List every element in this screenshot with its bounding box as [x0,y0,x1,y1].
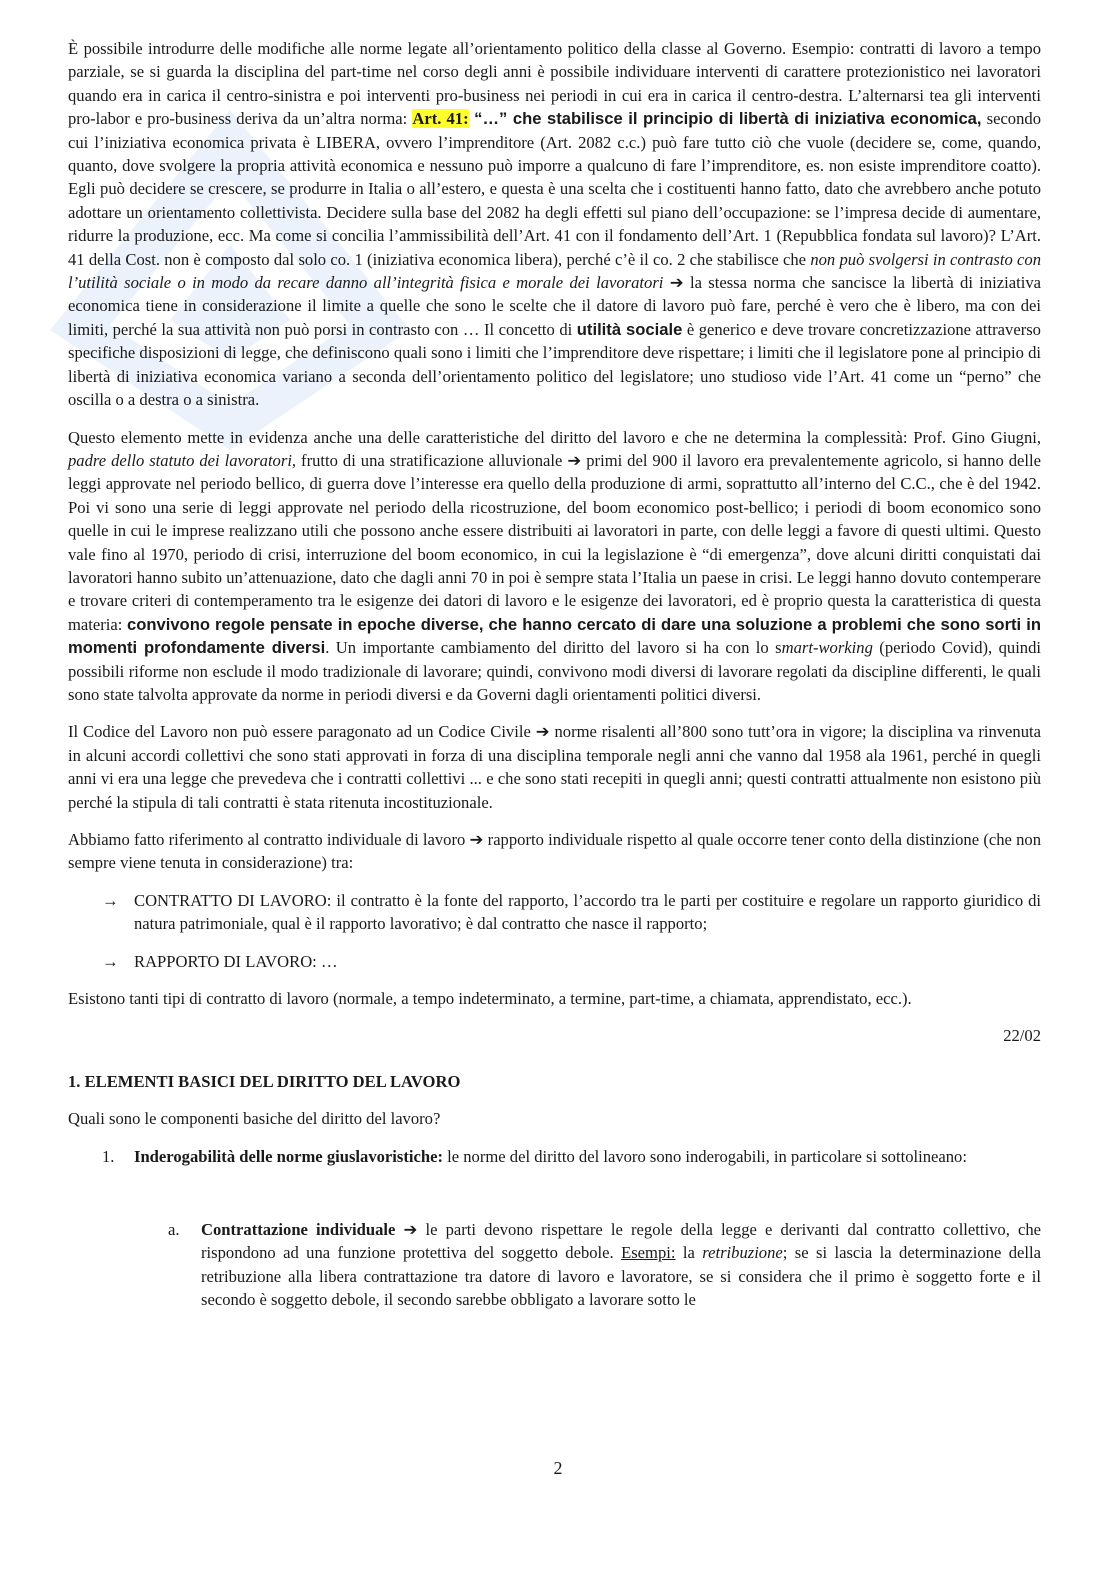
document-body [68,37,1041,1312]
list-item: → CONTRATTO DI LAVORO: il contratto è la fonte del rapporto, l’accordo tra le parti per costituire e regolare un rapporto giuridico di natura patrimoniale, qual è il rapporto lavorativo; è dal contratto che nasce il rapporto; [102,890,1041,934]
sub-item-a: a. Contrattazione individuale ➔ le parti devono rispettare le regole della legge e derivanti dal contratto collettivo, che rispondono ad una funzione protettiva del soggetto debole. Esempi: la retribuzione; se si lascia la determinazione della retribuzione alla libera contrattazione tra datore di lavoro e lavoratore, se si considera che il primo è soggetto forte e il secondo è soggetto debole, il secondo sarebbe obbligato a lavorare sotto le [168,1220,1041,1310]
paragraph-stratificazione: Questo elemento mette in evidenza anche una delle caratteristiche del diritto del lavoro e che ne determina la complessità: Prof. Gino Giugni, padre dello statuto dei lavoratori, frutto di una stratificazione alluvionale ➔ primi del 900 il lavoro era prevalentemente agricolo, si hanno delle leggi approvate nel periodo bellico, di guerra dove l’interesse era quello della produzione di armi, soprattutto all’interno del C.C., che è del 1942. Poi vi sono una serie di leggi approvate nel periodo della ricostruzione, del boom economico post-bellico; i periodi di boom economico sono quelle in cui le imprese realizzano utili che possono anche essere distribuiti ai lavoratori in parte, con delle leggi a favore di questi ultimi. Questo vale fino al 1970, periodo di crisi, interruzione del boom economico, in cui la legislazione è “di emergenza”, dove alcuni diritti conquistati dai lavoratori hanno subito un’attenuazione, dato che dagli anni 70 in poi è sempre stata l’Italia un paese in crisi. Le leggi hanno dovuto contemperare e trovare criteri di contemperamento tra le esigenze dei datori di lavoro e le esigenze dei lavoratori, ed è proprio questa la caratteristica di questa materia: convivono regole pensate in epoche diverse, che hanno cercato di dare una soluzione a problemi che sono sorti in momenti profondamente diversi. Un importante cambiamento del diritto del lavoro si ha con lo smart-working (periodo Covid), quindi possibili riforme non esclude il modo tradizionale di lavorare; quindi, convivono modi diversi di lavorare regolati da discipline differenti, le quali sono state talvolta approvate da norme in periodi diversi e da Governi dagli orientamenti politici diversi. [68,427,1042,704]
paragraph-tipi-contratto: Esistono tanti tipi di contratto di lavoro (normale, a tempo indeterminato, a termine, part-time, a chiamata, apprendistato, ecc.). [68,989,912,1009]
right-arrow-icon: ➔ [469,830,484,849]
numbered-item-1: 1. Inderogabilità delle norme giuslavoristiche: le norme del diritto del lavoro sono inderogabili, in particolare si sottolineano: [102,1146,967,1166]
arrow-bullet-icon: → [102,951,119,971]
highlighted-article-ref: Art. 41: [412,109,469,129]
paragraph-codice-lavoro: Il Codice del Lavoro non può essere paragonato ad un Codice Civile ➔ norme risalenti all’800 sono tutt’ora in vigore; la disciplina va rinvenuta in alcuni accordi collettivi che sono stati approvati in forza di una disciplina temporale negli anni che vanno dal 1958 ala 1961, perché in quegli anni vi era una legge che prevedeva che i contratti collettivi ... e che sono stati recepiti in quegli anni; questi contratti attualmente non esistono più perché la stipula di tali contratti è stata ritenuta incostituzionale. [68,722,1041,812]
page-number: 2 [553,1458,563,1478]
right-arrow-icon: ➔ [669,273,684,293]
right-arrow-icon: ➔ [403,1220,418,1240]
arrow-bullet-icon: → [102,890,119,910]
distinction-list [68,889,1041,973]
right-arrow-icon: ➔ [535,722,550,742]
paragraph-art41: È possibile introdurre delle modifiche alle norme legate all’orientamento politico della classe al Governo. Esempio: contratti di lavoro a tempo parziale, se si guarda la disciplina del part-time nel corso degli anni è possibile individuare interventi di carattere protezionistico nei lavoratori quando era in carica il centro-sinistra e poi interventi pro-business nei periodi in cui era in carica il centro-destra. L’alternarsi tea gli interventi pro-labor e pro-business deriva da un’altra norma: Art. 41: “…” che stabilisce il principio di libertà di iniziativa economica, secondo cui l’iniziativa economica privata è LIBERA, ovvero l’imprenditore (Art. 2082 c.c.) può fare tutto ciò che vuole (decidere se, come, quando, quanto, dove svolgere la propria attività economica e nessuno può imporre a qualcuno di fare l’imprenditore, es. non esiste imprenditore coatto). Egli può decidere se crescere, se produrre in Italia o all’estero, e questa è una scelta che i costituenti hanno fatto, dato che avrebbero anche potuto adottare un orientamento collettivista. Decidere sulla base del 2082 ha degli effetti sul piano dell’occupazione: se l’impresa decide di aumentare, ridurre la produzione, ecc. Ma come si concilia l’ammissibilità dell’Art. 41 con il fondamento dell’Art. 1 (Repubblica fondata sul lavoro)? L’Art. 41 della Cost. non è composto dal solo co. 1 (iniziativa economica libera), perché c’è il co. 2 che stabilisce che non può svolgersi in contrasto con l’utilità sociale o in modo da recare danno all’integrità fisica e morale dei lavoratori ➔ la stessa norma che sancisce la libertà di iniziativa economica tiene in considerazione il limite a quelle che sono le scelte che il datore di lavoro può fare, perché è vero che è libero, ma con dei limiti, perché la sua attività non può porsi in contrasto con … Il concetto di utilità sociale è generico e deve trovare concretizzazione attraverso specifiche disposizioni di legge, che definiscono quali sono i limiti che l’imprenditore deve rispettare; i limiti che il legislatore pone al principio di libertà di iniziativa economica variano a seconda dell’orientamento politico del legislatore; uno studioso vide l’Art. 41 come un “perno” che oscilla o a destra o a sinistra. [68,39,1042,410]
section-heading: 1. ELEMENTI BASICI DEL DIRITTO DEL LAVORO [68,1071,461,1091]
lecture-date: 22/02 [1003,1026,1041,1046]
question-text: Quali sono le componenti basiche del diritto del lavoro? [68,1109,441,1129]
list-item: → RAPPORTO DI LAVORO: … [68,950,1041,973]
paragraph-contratto-individuale: Abbiamo fatto riferimento al contratto individuale di lavoro ➔ rapporto individuale rispetto al quale occorre tener conto della distinzione (che non sempre viene tenuta in considerazione) tra: [68,830,1041,873]
right-arrow-icon: ➔ [567,450,582,470]
